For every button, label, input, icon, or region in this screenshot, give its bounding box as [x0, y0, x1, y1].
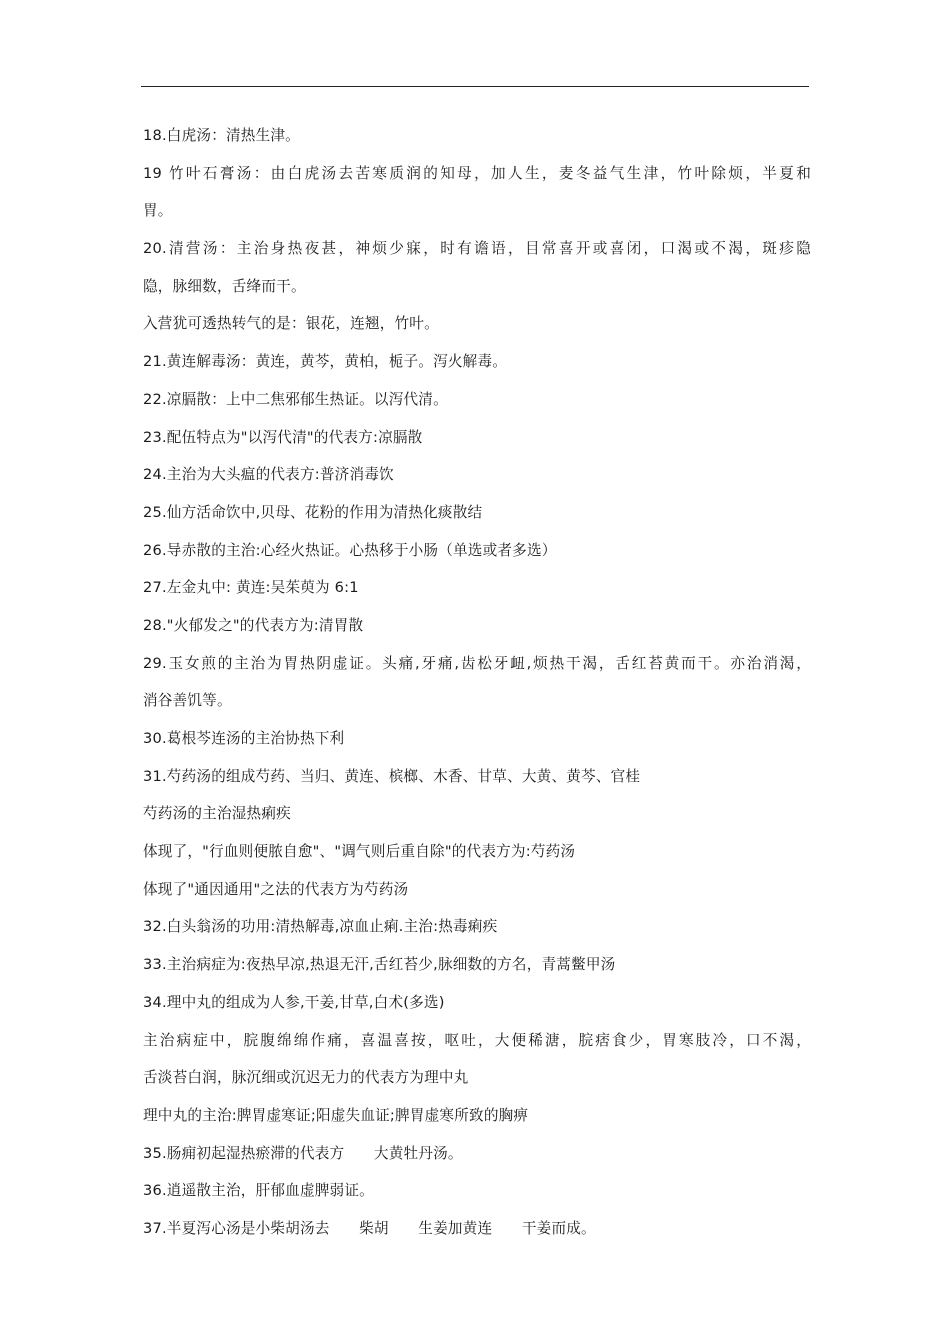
text-line: 37.半夏泻心汤是小柴胡汤去 柴胡 生姜加黄连 干姜而成。 — [143, 1219, 596, 1237]
text-line: 32.白头翁汤的功用:清热解毒,凉血止痢.主治:热毒痢疾 — [143, 918, 498, 936]
document-body — [143, 117, 811, 1248]
text-line: 26.导赤散的主治:心经火热证。心热移于小肠（单选或者多选） — [143, 541, 557, 559]
text-line: 29.玉女煎的主治为胃热阴虚证。头痛,牙痛,齿松牙衄,烦热干渴，舌红苔黄而干。亦治消渴， — [143, 654, 811, 672]
text-line: 舌淡苔白润，脉沉细或沉迟无力的代表方为理中丸 — [143, 1069, 469, 1087]
text-line: 34.理中丸的组成为人参,干姜,甘草,白术(多选) — [143, 993, 445, 1011]
text-line: 36.逍遥散主治，肝郁血虚脾弱证。 — [143, 1182, 374, 1200]
text-line: 30.葛根芩连汤的主治协热下利 — [143, 730, 345, 747]
text-line: 隐，脉细数，舌绛而干。 — [143, 277, 306, 295]
text-line: 24.主治为大头瘟的代表方:普济消毒饮 — [143, 466, 394, 484]
text-line: 33.主治病症为:夜热早凉,热退无汗,舌红苔少,脉细数的方名，青蒿鳖甲汤 — [143, 956, 616, 974]
text-line: 23.配伍特点为"以泻代清"的代表方:凉膈散 — [143, 428, 423, 446]
text-line: 19 竹叶石膏汤：由白虎汤去苦寒质润的知母，加人生，麦冬益气生津，竹叶除烦，半夏和 — [143, 164, 811, 182]
text-line: 18.白虎汤：清热生津。 — [143, 127, 300, 144]
text-line: 35.肠痈初起湿热瘀滞的代表方 大黄牡丹汤。 — [143, 1144, 463, 1162]
text-line: 25.仙方活命饮中,贝母、花粉的作用为清热化痰散结 — [143, 503, 483, 521]
text-line: 22.凉膈散：上中二焦邪郁生热证。以泻代清。 — [143, 390, 448, 408]
text-line: 27.左金丸中: 黄连:吴茱萸为 6:1 — [143, 579, 359, 597]
header-rule — [141, 86, 809, 87]
text-line: 28."火郁发之"的代表方为:清胃散 — [143, 616, 364, 634]
text-line: 体现了"通因通用"之法的代表方为芍药汤 — [143, 880, 409, 898]
text-line: 体现了，"行血则便脓自愈"、"调气则后重自除"的代表方为:芍药汤 — [143, 843, 576, 861]
text-line: 20.清营汤：主治身热夜甚，神烦少寐，时有谵语，目常喜开或喜闭，口渴或不渴，斑疹隐 — [143, 240, 811, 258]
text-line: 芍药汤的主治湿热痢疾 — [143, 805, 291, 823]
text-line: 胃。 — [143, 202, 173, 220]
text-line: 主治病症中，脘腹绵绵作痛，喜温喜按，呕吐，大便稀溏，脘痞食少，胃寒肢冷，口不渴， — [143, 1031, 811, 1049]
text-line: 21.黄连解毒汤：黄连，黄芩，黄柏，栀子。泻火解毒。 — [143, 353, 508, 371]
text-line: 消谷善饥等。 — [143, 692, 232, 710]
text-line: 31.芍药汤的组成芍药、当归、黄连、槟榔、木香、甘草、大黄、黄芩、官桂 — [143, 767, 641, 785]
text-line: 入营犹可透热转气的是：银花，连翘，竹叶。 — [143, 315, 439, 333]
text-line: 理中丸的主治:脾胃虚寒证;阳虚失血证;脾胃虚寒所致的胸痹 — [143, 1106, 529, 1124]
